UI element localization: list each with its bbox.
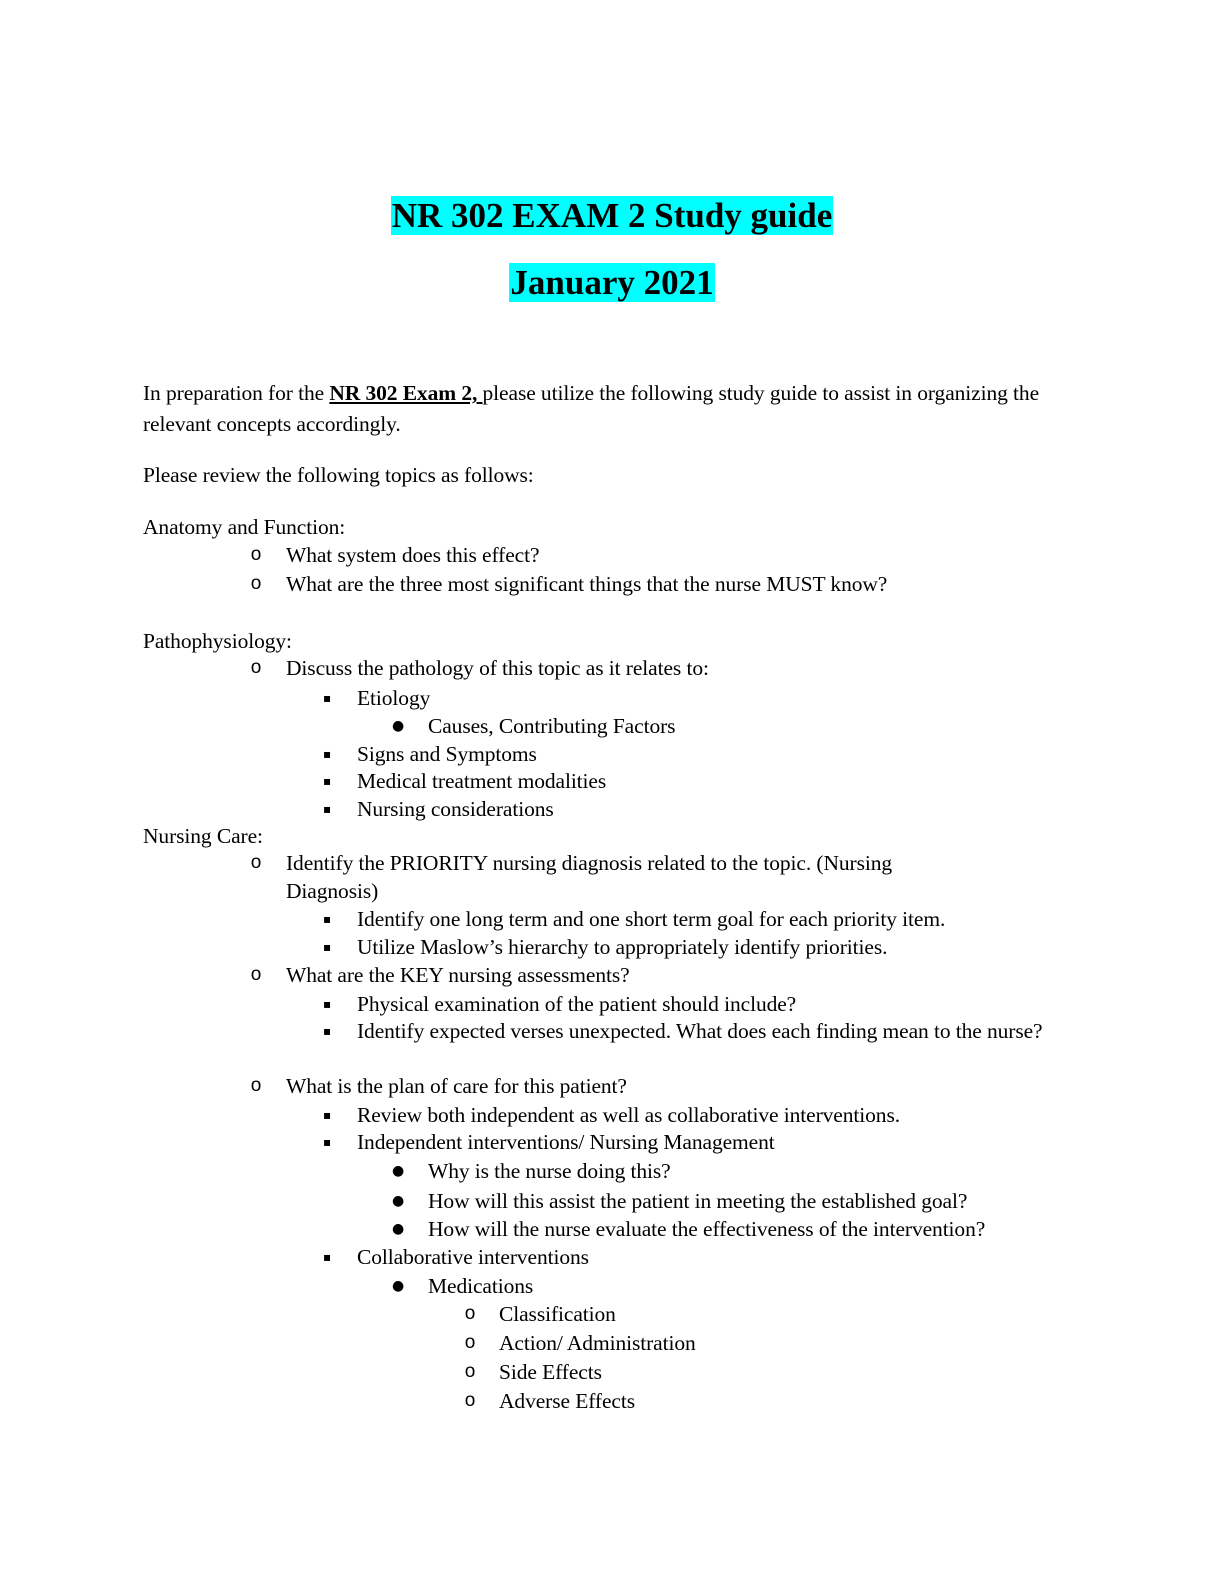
- list-item: Causes, Contributing Factors: [428, 714, 676, 738]
- list-marker-square: ▪: [322, 802, 332, 816]
- list-marker-square: ▪: [322, 1135, 332, 1149]
- list-item: Signs and Symptoms: [357, 742, 537, 766]
- list-item: How will the nurse evaluate the effectiveness of the intervention?: [428, 1217, 986, 1241]
- list-item: Utilize Maslow’s hierarchy to appropriately identify priorities.: [357, 935, 888, 959]
- list-item: What is the plan of care for this patient?: [286, 1074, 627, 1098]
- list-item: Medical treatment modalities: [357, 769, 607, 793]
- list-item: Etiology: [357, 686, 431, 710]
- list-marker-circle: o: [250, 657, 262, 678]
- list-item: Identify the PRIORITY nursing diagnosis related to the topic. (Nursing Diagnosis): [286, 851, 893, 903]
- intro-text-before: In preparation for the: [143, 381, 330, 405]
- list-item: What system does this effect?: [286, 543, 540, 567]
- list-marker-circle: o: [464, 1361, 476, 1382]
- document-subtitle-text: January 2021: [510, 263, 714, 302]
- list-item: Collaborative interventions: [357, 1245, 589, 1269]
- list-marker-square: ▪: [322, 774, 332, 788]
- intro-text-after: please utilize the following study guide to assist in organizing the relevant concepts accordingly.: [143, 381, 1040, 436]
- list-item: Review both independent as well as collaborative interventions.: [357, 1103, 900, 1127]
- list-marker-bullet: ●: [391, 718, 405, 734]
- list-item: How will this assist the patient in meeting the established goal?: [428, 1189, 968, 1213]
- intro-paragraph: [143, 378, 1043, 440]
- list-item: Discuss the pathology of this topic as it relates to:: [286, 656, 709, 680]
- anatomy-heading: Anatomy and Function:: [143, 515, 346, 539]
- list-item: Classification: [499, 1302, 616, 1326]
- list-item: Independent interventions/ Nursing Management: [357, 1130, 775, 1154]
- list-item: Action/ Administration: [499, 1331, 696, 1355]
- document-title: [0, 196, 1224, 236]
- list-item: Identify one long term and one short term goal for each priority item.: [357, 907, 946, 931]
- list-marker-square: ▪: [322, 691, 332, 705]
- list-marker-circle: o: [250, 573, 262, 594]
- intro-course-name: NR 302 Exam 2,: [329, 381, 483, 405]
- list-marker-square: ▪: [322, 997, 332, 1011]
- list-marker-square: ▪: [322, 1108, 332, 1122]
- nursing-care-heading: Nursing Care:: [143, 824, 263, 848]
- list-marker-bullet: ●: [391, 1193, 405, 1209]
- list-marker-square: ▪: [322, 940, 332, 954]
- review-line: Please review the following topics as follows:: [143, 463, 534, 487]
- list-marker-circle: o: [464, 1332, 476, 1353]
- list-item: Adverse Effects: [499, 1389, 636, 1413]
- list-marker-bullet: ●: [391, 1163, 405, 1179]
- list-item: Medications: [428, 1274, 534, 1298]
- list-marker-square: ▪: [322, 1024, 332, 1038]
- list-marker-circle: o: [250, 1075, 262, 1096]
- list-marker-square: ▪: [322, 912, 332, 926]
- list-item: What are the three most significant things that the nurse MUST know?: [286, 572, 888, 596]
- list-marker-square: ▪: [322, 747, 332, 761]
- list-item: Nursing considerations: [357, 797, 554, 821]
- list-marker-circle: o: [464, 1390, 476, 1411]
- list-marker-bullet: ●: [391, 1278, 405, 1294]
- list-item: Why is the nurse doing this?: [428, 1159, 671, 1183]
- list-item: What are the KEY nursing assessments?: [286, 963, 630, 987]
- list-marker-circle: o: [250, 964, 262, 985]
- list-marker-bullet: ●: [391, 1221, 405, 1237]
- list-marker-square: ▪: [322, 1250, 332, 1264]
- list-item: Side Effects: [499, 1360, 602, 1384]
- list-item: Identify expected verses unexpected. What does each finding mean to the nurse?: [357, 1019, 1043, 1043]
- document-subtitle: [0, 263, 1224, 303]
- document-title-text: NR 302 EXAM 2 Study guide: [391, 196, 833, 235]
- list-item: Physical examination of the patient should include?: [357, 992, 797, 1016]
- list-marker-circle: o: [250, 544, 262, 565]
- list-marker-circle: o: [464, 1303, 476, 1324]
- pathophysiology-heading: Pathophysiology:: [143, 629, 292, 653]
- list-marker-circle: o: [250, 852, 262, 873]
